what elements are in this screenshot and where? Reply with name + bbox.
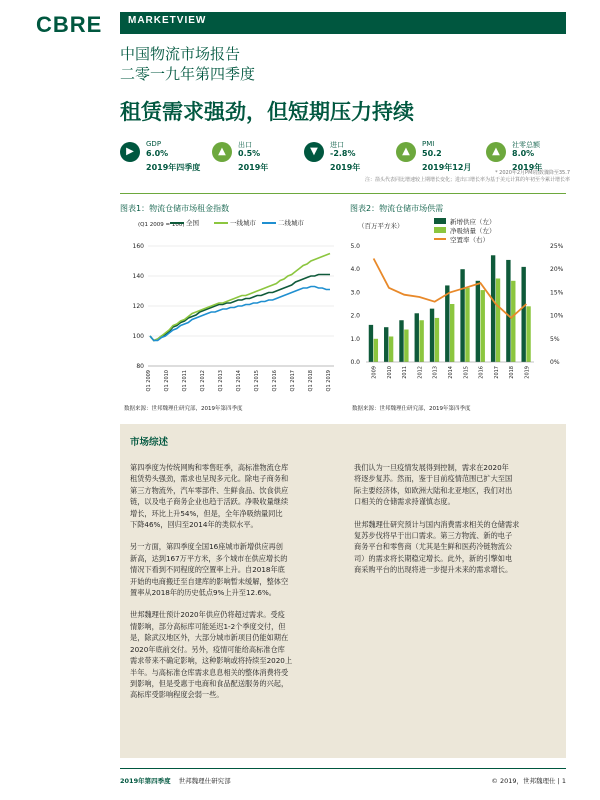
chart2-x-tick: 2010 [386,366,393,379]
chart2-legend-swatch [434,218,446,224]
para-line: 口相关的仓储需求持谨慎态度。 [354,497,455,507]
para-line: 第四季度为传统网购和零售旺季，高标准物流仓库 [130,463,289,472]
chart2-bar [419,320,423,362]
chart2-y-tick: 3.0 [350,289,360,297]
chart2-bar [384,327,388,362]
report-title-line2: 二零一九年第四季度 [120,65,256,83]
kpi-value: 6.0% [146,149,169,158]
chart1-legend-label: 全国 [186,219,199,227]
footer-copyright: © 2019，世邦魏理仕 | 1 [491,777,566,785]
report-title [120,44,255,84]
chart1-y-title: (Q1 2009 = 100) [138,222,185,228]
para-line: 租赁势头强劲，需求也呈现多元化。除电子商务和 [130,474,289,484]
chart2-x-tick: 2015 [463,366,470,379]
chart2-y-tick: 4.0 [350,266,360,274]
chart2-y-tick: 0.0 [350,359,360,366]
para-line: 是，除武汉地区外，大部分城市新项目仍能如期在 [130,633,289,643]
chart2-bar [476,281,480,362]
chart1-source: 数据来源：世邦魏理仕研究部，2019年第四季度 [124,406,243,412]
kpi-notes [318,170,570,184]
chart1-x-tick: Q1 2012 [200,370,206,392]
para-line: 我们认为一旦疫情发展得到控制，需求在2020年 [354,463,509,472]
chart2-bar [491,255,495,362]
para-line: 情影响，部分高标库可能延迟1-2个季度交付，但 [130,621,286,631]
kpi-value: 50.2 [422,149,442,158]
para-line: 司）的需求将长期稳定增长。此外，新的引擎如电 [354,553,513,563]
para-line: 将逐步复苏。然而，鉴于目前疫情范围已扩大至国 [354,474,513,484]
chart2-bar [506,260,510,362]
arrow-note: 注：箭头代表同比增速较上期增长变化；进出口增长率为基于美元计算的年初至今累计增长率 [364,177,570,183]
para-line: 另一方面，第四季度全国16座城市新增供应再创 [130,542,283,552]
chart2-x-tick: 2013 [432,366,439,379]
chart2-y2-tick: 0% [550,359,560,366]
marketview-label: MARKETVIEW [128,15,207,26]
chart2-y-title: （百万平方米） [358,222,404,230]
cbre-logo: CBRE [36,12,103,37]
summary-paragraph [354,462,562,508]
para-line: 际主要经济体，如欧洲大陆和北亚地区，我们对出 [354,485,513,495]
chart1-x-tick: Q1 2014 [236,370,242,392]
arrow-up-icon: ▲ [396,142,416,162]
chart2-x-tick: 2018 [509,366,516,379]
chart2-bar [445,285,449,362]
chart1-y-tick: 160 [132,243,144,250]
para-line: 商务平台和零售商（尤其是生鲜和医药冷链物流公 [354,542,513,552]
chart1-x-tick: Q1 2017 [290,370,296,392]
chart2-legend-swatch [434,227,446,233]
chart2-svg [344,214,566,400]
chart1-series-line [150,287,330,341]
chart2-y2-tick: 25% [550,243,564,250]
chart1-y-tick: 120 [132,303,144,310]
chart2-x-tick: 2014 [448,366,454,379]
para-line: 情况下看到不同程度的空置率上升。自2018年底 [130,565,285,575]
chart1-series-line [150,275,330,341]
kpi-value: -2.8% [330,149,356,158]
kpi-value: 0.5% [238,149,261,158]
chart1-x-tick: Q1 2010 [164,370,170,392]
chart2-x-tick: 2009 [371,366,378,379]
chart2-bar [430,309,434,362]
para-line: 第三方物流外，汽车零部件、生鲜食品、饮食供应 [130,485,289,495]
chart1-legend-label: 二线城市 [278,219,304,227]
chart2-x-tick: 2017 [493,366,500,379]
kpi-label: GDP [146,140,162,148]
chart2-bar [521,267,525,362]
para-line: 世邦魏理仕预计2020年供应仍将超过需求。受疫 [130,610,285,620]
kpi-label: 出口 [238,141,252,149]
chart2-title: 图表2：物流仓储市场供需 [350,204,444,213]
para-line: 商采购平台的出现将进一步提升未来的需求增长。 [354,565,513,575]
chart2-bar [369,325,373,362]
kpi-period: 2019年12月 [422,163,472,172]
chart2-bar [526,306,530,362]
chart2-bar [374,339,378,362]
arrow-right-icon: ▶ [120,142,140,162]
chart1-x-tick: Q1 2011 [182,370,188,392]
kpi-period: 2019年四季度 [146,163,201,172]
kpi-period: 2019年 [512,163,543,172]
chart2-y2-tick: 5% [550,335,560,343]
footer-divider [120,768,566,769]
pmi-note: * 2020年2月PMI指数骤降至35.7 [495,170,570,176]
report-title-line1: 中国物流市场报告 [120,45,241,63]
chart1-title: 图表1：物流仓储市场租金指数 [120,204,230,213]
chart1-x-tick: Q1 2019 [326,370,332,392]
chart2-legend-label: 新增供应（左） [450,218,496,226]
para-line: 到影响，但是受惠于电商和食品配送服务的兴起， [130,678,289,688]
chart2-y-tick: 1.0 [350,335,360,343]
arrow-up-icon: ▲ [212,142,232,162]
summary-right-column [354,462,562,576]
chart2-y-tick: 5.0 [350,243,360,250]
para-line: 下降46%，回归至2014年的类似水平。 [130,520,258,530]
para-line: 半年。与高标准仓库需求息息相关的整体消费将受 [130,667,289,677]
chart2-bar [415,313,419,362]
chart2-x-tick: 2011 [402,366,409,379]
headline: 租赁需求强劲，但短期压力持续 [120,100,414,124]
chart2-source: 数据来源：世邦魏理仕研究部，2019年第四季度 [352,406,471,412]
chart2-bar [496,278,500,362]
para-line: 增长，环比上升54%，但是，全年净吸纳量同比 [130,508,283,518]
chart2-y2-tick: 15% [550,289,564,297]
para-line: 开始的电商搬迁至自建库的影响暂未缓解，整体空 [130,576,289,586]
chart2-x-tick: 2012 [417,366,424,379]
para-line: 复苏步伐将早于出口需求。第三方物流、新的电子 [354,531,513,541]
kpi-value: 8.0% [512,149,535,158]
arrow-up-icon: ▲ [486,142,506,162]
chart2-bar [450,304,454,362]
chart1-y-tick: 140 [132,273,144,280]
summary-paragraph [130,462,342,530]
chart1-x-tick: Q1 2009 [146,370,152,392]
kpi-label: PMI [422,140,435,148]
section-divider [120,193,566,194]
footer-org: 世邦魏理仕研究部 [178,777,231,785]
chart1-x-tick: Q1 2016 [272,370,278,392]
kpi-label: 进口 [330,141,344,149]
chart2-y-tick: 2.0 [350,312,360,320]
chart2-bar [460,269,464,362]
summary-title: 市场综述 [130,437,169,448]
footer-left [120,776,231,785]
kpi-period: 2019年 [238,163,269,172]
chart1-y-tick: 80 [136,363,144,370]
summary-paragraph [354,519,562,576]
para-line: 链，以及电子商务企业也趋于活跃。净吸收量继续 [130,497,289,507]
para-line: 世邦魏理仕研究预计与国内消费需求相关的仓储需求 [354,519,520,529]
para-line: 新高，达到167万平方米，多个城市在供应增长的 [130,553,288,563]
chart2-y2-tick: 20% [550,266,564,274]
summary-left-column [130,462,342,701]
chart2-bar [481,290,485,362]
footer-period: 2019年第四季度 [120,777,171,785]
summary-paragraph [130,541,342,598]
chart1-x-tick: Q1 2018 [308,370,314,392]
chart2-bar [404,330,408,362]
para-line: 需求带来不确定影响，这种影响或将持续至2020上 [130,656,293,666]
chart1-x-tick: Q1 2013 [218,370,224,392]
para-line: 2020年底前交付。另外，疫情可能给高标准仓库 [130,644,285,654]
chart1-svg [120,214,342,400]
chart2-bar [465,288,469,362]
chart2-bar [389,336,393,362]
kpi-period: 2019年 [330,163,361,172]
chart2-legend-label: 空置率（右） [450,236,489,244]
chart2-legend-label: 净吸纳量（左） [450,227,496,235]
chart2-bar [511,281,515,362]
chart2-x-tick: 2019 [524,366,531,379]
arrow-down-icon: ▼ [304,142,324,162]
chart2-bar [399,320,403,362]
chart2-y2-tick: 10% [550,312,564,320]
chart2-x-tick: 2016 [478,366,485,379]
para-line: 高标库受影响程度会弱一些。 [130,690,224,700]
chart1-x-tick: Q1 2015 [254,370,260,392]
para-line: 置率从2018年的历史低点9%上升至12.6%。 [130,588,276,598]
chart2-bar [435,318,439,362]
kpi-label: 社零总额 [512,141,540,149]
chart1-y-tick: 100 [132,333,144,340]
chart1-legend-label: 一线城市 [230,219,256,227]
summary-paragraph [130,609,342,700]
